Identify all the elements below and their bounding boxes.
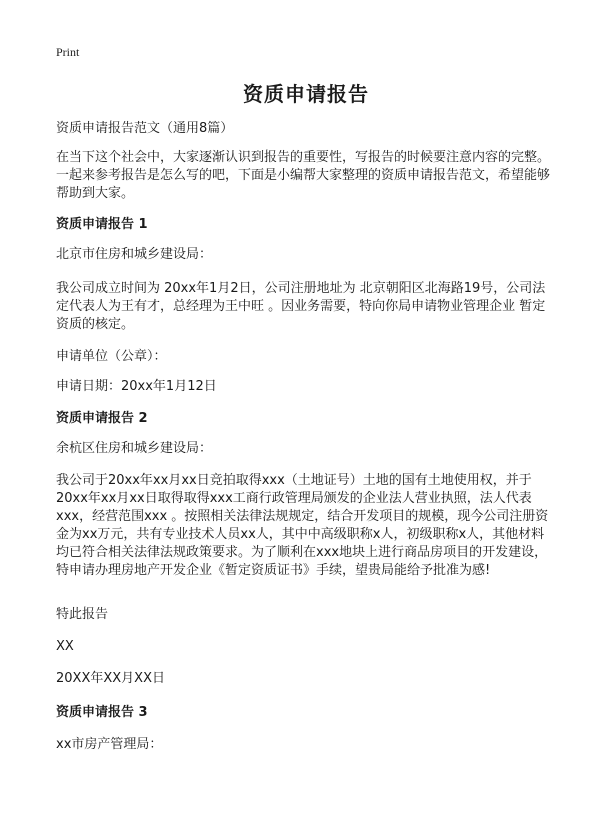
section-heading-2: 资质申请报告 2 <box>56 411 148 426</box>
section-2-body: 我公司于20xx年xx月xx日竞拍取得xxx（土地证号）土地的国有土地使用权，并于20xx年xx月xx日取得取得xxx工商行政管理局颁发的企业法人营业执照，法人代表xxx，经营范围xxx 。按照相关法律法规规定，结合开发项目的规模，现今公司注册资金为xx万元，共有专业技术人员xx人，其中中高级职称x人，初级职称x人，其他材料均已符合相关法律法规政策要求。为了顺利在xxx地块上进行商品房项目的开发建设，特申请办理房地产开发企业《暂定资质证书》手续，望贵局能给予批准为感! <box>56 473 549 578</box>
section-heading-3: 资质申请报告 3 <box>56 705 148 720</box>
intro-paragraph: 在当下这个社会中，大家逐渐认识到报告的重要性，写报告的时候要注意内容的完整。一起来参考报告是怎么写的吧，下面是小编帮大家整理的资质申请报告范文，希望能够帮助到大家。 <box>56 150 551 201</box>
section-1-applicant: 申请单位（公章）： <box>56 349 167 364</box>
subtitle: 资质申请报告范文（通用8篇） <box>56 121 234 136</box>
section-2-closing: 特此报告 <box>56 607 109 622</box>
section-2-recipient: 余杭区住房和城乡建设局： <box>56 441 213 456</box>
print-link[interactable]: Print <box>56 45 80 59</box>
section-heading-1: 资质申请报告 1 <box>56 217 148 232</box>
section-2-signer: XX <box>56 639 74 654</box>
section-1-recipient: 北京市住房和城乡建设局： <box>56 247 213 262</box>
section-3-recipient: xx市房产管理局： <box>56 737 163 752</box>
page-title: 资质申请报告 <box>243 82 369 106</box>
section-2-date: 20XX年XX月XX日 <box>56 671 165 686</box>
section-1-date: 申请日期：20xx年1月12日 <box>56 379 217 394</box>
section-1-body: 我公司成立时间为 20xx年1月2日，公司注册地址为 北京朝阳区北海路19号，公司法定代表人为王有才，总经理为王中旺 。因业务需要，特向你局申请物业管理企业 暂定 资质的核定。 <box>56 281 546 332</box>
